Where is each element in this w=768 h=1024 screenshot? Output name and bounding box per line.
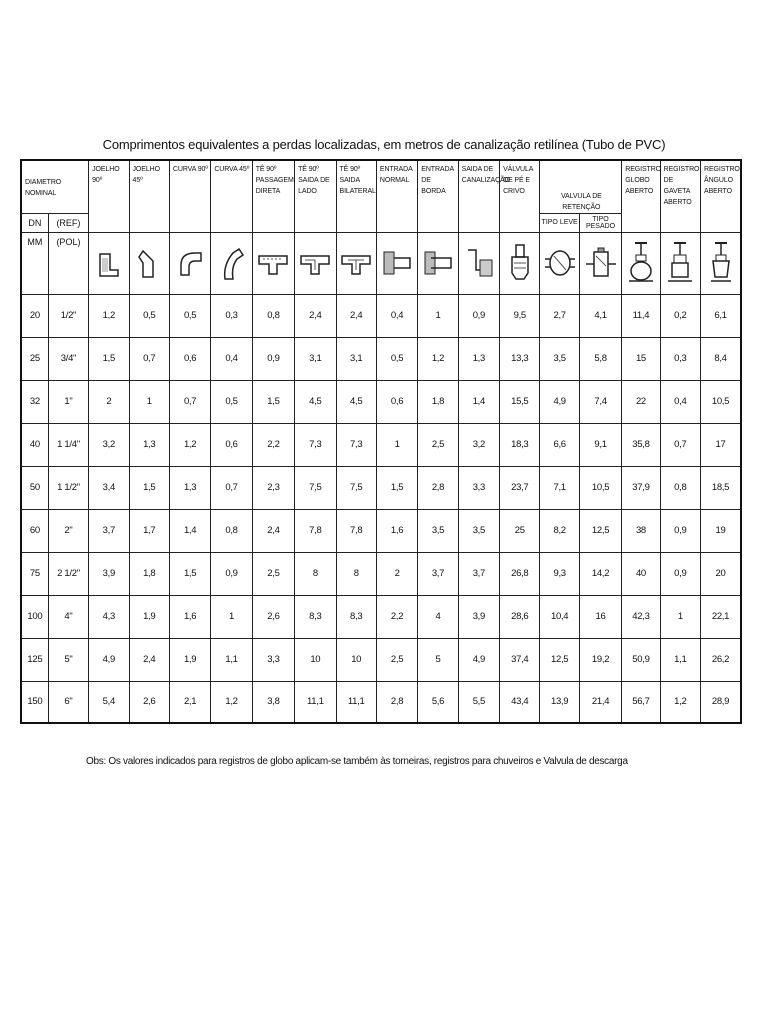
value-cell: 10 bbox=[336, 638, 376, 681]
value-cell: 0,4 bbox=[211, 337, 252, 380]
value-cell: 1,5 bbox=[252, 380, 294, 423]
value-cell: 5,5 bbox=[458, 681, 499, 723]
header-mm: MM bbox=[21, 232, 48, 294]
header-tipo-leve: TIPO LEVE bbox=[540, 213, 579, 232]
value-cell: 43,4 bbox=[500, 681, 540, 723]
value-cell: 7,8 bbox=[295, 509, 336, 552]
value-cell: 1,5 bbox=[129, 466, 169, 509]
value-cell: 1,3 bbox=[129, 423, 169, 466]
dn-cell: 32 bbox=[21, 380, 48, 423]
value-cell: 0,8 bbox=[660, 466, 700, 509]
value-cell: 15 bbox=[622, 337, 660, 380]
value-cell: 0,8 bbox=[211, 509, 252, 552]
value-cell: 0,4 bbox=[660, 380, 700, 423]
value-cell: 5 bbox=[418, 638, 458, 681]
value-cell: 1,6 bbox=[376, 509, 417, 552]
value-cell: 2,5 bbox=[376, 638, 417, 681]
value-cell: 14,2 bbox=[579, 552, 621, 595]
value-cell: 5,6 bbox=[418, 681, 458, 723]
value-cell: 1,4 bbox=[169, 509, 210, 552]
edge-entry-icon bbox=[418, 248, 457, 278]
globe-valve-icon bbox=[622, 241, 659, 285]
value-cell: 10,5 bbox=[579, 466, 621, 509]
dn-cell: 125 bbox=[21, 638, 48, 681]
value-cell: 0,7 bbox=[211, 466, 252, 509]
header-tipo-pesado: TIPO PESADO bbox=[579, 213, 621, 232]
header-col-2: JOELHO 45º bbox=[129, 160, 169, 232]
value-cell: 3,3 bbox=[458, 466, 499, 509]
value-cell: 8,3 bbox=[336, 595, 376, 638]
dn-cell: 60 bbox=[21, 509, 48, 552]
value-cell: 0,4 bbox=[376, 294, 417, 337]
value-cell: 20 bbox=[701, 552, 742, 595]
value-cell: 28,9 bbox=[701, 681, 742, 723]
value-cell: 3,7 bbox=[458, 552, 499, 595]
fitting-cell-14 bbox=[622, 232, 660, 294]
value-cell: 3,5 bbox=[540, 337, 579, 380]
value-cell: 7,5 bbox=[336, 466, 376, 509]
table-row bbox=[21, 509, 741, 552]
header-col-11: VÁLVULA DE PÉ E CRIVO bbox=[500, 160, 540, 232]
value-cell: 1 bbox=[376, 423, 417, 466]
value-cell: 21,4 bbox=[579, 681, 621, 723]
dn-cell: 150 bbox=[21, 681, 48, 723]
footnote: Obs: Os valores indicados para registros de globo aplicam-se também às torneiras, registros para chuveiros e Valvula de descarga bbox=[86, 756, 628, 767]
value-cell: 1,2 bbox=[169, 423, 210, 466]
value-cell: 6,1 bbox=[701, 294, 742, 337]
dn-cell: 75 bbox=[21, 552, 48, 595]
value-cell: 37,4 bbox=[500, 638, 540, 681]
value-cell: 2 bbox=[89, 380, 129, 423]
elbow-45-icon bbox=[130, 247, 169, 279]
ref-cell: 1 1/2" bbox=[48, 466, 88, 509]
header-col-6: TÊ 90º SAIDA DE LADO bbox=[295, 160, 336, 232]
value-cell: 2 bbox=[376, 552, 417, 595]
value-cell: 13,3 bbox=[500, 337, 540, 380]
value-cell: 2,4 bbox=[252, 509, 294, 552]
ref-cell: 4" bbox=[48, 595, 88, 638]
value-cell: 1,1 bbox=[211, 638, 252, 681]
value-cell: 7,1 bbox=[540, 466, 579, 509]
value-cell: 18,5 bbox=[701, 466, 742, 509]
dn-cell: 20 bbox=[21, 294, 48, 337]
value-cell: 8,4 bbox=[701, 337, 742, 380]
value-cell: 11,4 bbox=[622, 294, 660, 337]
value-cell: 19 bbox=[701, 509, 742, 552]
ref-cell: 5" bbox=[48, 638, 88, 681]
value-cell: 0,9 bbox=[211, 552, 252, 595]
value-cell: 0,5 bbox=[129, 294, 169, 337]
value-cell: 0,5 bbox=[211, 380, 252, 423]
value-cell: 8 bbox=[336, 552, 376, 595]
value-cell: 3,1 bbox=[336, 337, 376, 380]
value-cell: 2,1 bbox=[169, 681, 210, 723]
value-cell: 2,6 bbox=[252, 595, 294, 638]
value-cell: 2,5 bbox=[418, 423, 458, 466]
ref-cell: 6" bbox=[48, 681, 88, 723]
value-cell: 7,8 bbox=[336, 509, 376, 552]
value-cell: 8 bbox=[295, 552, 336, 595]
ref-cell: 1/2" bbox=[48, 294, 88, 337]
value-cell: 38 bbox=[622, 509, 660, 552]
curve-45-icon bbox=[211, 245, 251, 281]
header-col-15: REGISTRO DE GAVETA ABERTO bbox=[660, 160, 700, 232]
value-cell: 1,8 bbox=[418, 380, 458, 423]
value-cell: 4,3 bbox=[89, 595, 129, 638]
value-cell: 9,3 bbox=[540, 552, 579, 595]
fitting-cell-9 bbox=[418, 232, 458, 294]
value-cell: 1,8 bbox=[129, 552, 169, 595]
value-cell: 3,2 bbox=[458, 423, 499, 466]
tee-bilateral-icon bbox=[337, 250, 376, 276]
table-row bbox=[21, 380, 741, 423]
value-cell: 11,1 bbox=[295, 681, 336, 723]
value-cell: 1,2 bbox=[89, 294, 129, 337]
value-cell: 8,3 bbox=[295, 595, 336, 638]
value-cell: 35,8 bbox=[622, 423, 660, 466]
value-cell: 4,9 bbox=[540, 380, 579, 423]
value-cell: 25 bbox=[500, 509, 540, 552]
curve-90-icon bbox=[170, 247, 210, 279]
value-cell: 2,4 bbox=[336, 294, 376, 337]
fitting-cell-2 bbox=[129, 232, 169, 294]
value-cell: 1,1 bbox=[660, 638, 700, 681]
value-cell: 1,2 bbox=[660, 681, 700, 723]
value-cell: 1,7 bbox=[129, 509, 169, 552]
header-col-3: CURVA 90º bbox=[169, 160, 210, 232]
table-row bbox=[21, 552, 741, 595]
value-cell: 4 bbox=[418, 595, 458, 638]
elbow-90-icon bbox=[89, 248, 128, 278]
value-cell: 0,9 bbox=[660, 509, 700, 552]
header-col-4: CURVA 45º bbox=[211, 160, 252, 232]
tee-straight-icon bbox=[253, 250, 294, 276]
value-cell: 9,1 bbox=[579, 423, 621, 466]
value-cell: 1,5 bbox=[169, 552, 210, 595]
ref-cell: 1" bbox=[48, 380, 88, 423]
value-cell: 19,2 bbox=[579, 638, 621, 681]
value-cell: 17 bbox=[701, 423, 742, 466]
table-row bbox=[21, 638, 741, 681]
value-cell: 1 bbox=[129, 380, 169, 423]
value-cell: 2,6 bbox=[129, 681, 169, 723]
value-cell: 0,7 bbox=[129, 337, 169, 380]
value-cell: 23,7 bbox=[500, 466, 540, 509]
value-cell: 11,1 bbox=[336, 681, 376, 723]
value-cell: 3,5 bbox=[418, 509, 458, 552]
value-cell: 0,5 bbox=[376, 337, 417, 380]
value-cell: 5,4 bbox=[89, 681, 129, 723]
page-title: Comprimentos equivalentes a perdas localizadas, em metros de canalização retilínea (Tubo de PVC) bbox=[102, 137, 666, 152]
value-cell: 2,5 bbox=[252, 552, 294, 595]
value-cell: 1 bbox=[211, 595, 252, 638]
gate-valve-icon bbox=[661, 241, 700, 285]
header-col-9: ENTRADA DE BORDA bbox=[418, 160, 458, 232]
fitting-cell-6 bbox=[295, 232, 336, 294]
value-cell: 3,4 bbox=[89, 466, 129, 509]
value-cell: 22 bbox=[622, 380, 660, 423]
fitting-cell-1 bbox=[89, 232, 129, 294]
header-diametro-nominal: DIAMETRO NOMINAL bbox=[21, 160, 89, 213]
value-cell: 2,8 bbox=[376, 681, 417, 723]
value-cell: 1,9 bbox=[129, 595, 169, 638]
header-col-8: ENTRADA NORMAL bbox=[376, 160, 417, 232]
fitting-cell-15 bbox=[660, 232, 700, 294]
value-cell: 3,9 bbox=[458, 595, 499, 638]
value-cell: 26,8 bbox=[500, 552, 540, 595]
value-cell: 0,7 bbox=[169, 380, 210, 423]
table-row bbox=[21, 466, 741, 509]
header-col-16: REGISTRO ÂNGULO ABERTO bbox=[701, 160, 742, 232]
value-cell: 1,3 bbox=[458, 337, 499, 380]
value-cell: 1 bbox=[660, 595, 700, 638]
value-cell: 2,4 bbox=[129, 638, 169, 681]
value-cell: 3,9 bbox=[89, 552, 129, 595]
value-cell: 1,6 bbox=[169, 595, 210, 638]
value-cell: 1 bbox=[418, 294, 458, 337]
fitting-cell-4 bbox=[211, 232, 252, 294]
value-cell: 4,5 bbox=[336, 380, 376, 423]
value-cell: 0,5 bbox=[169, 294, 210, 337]
value-cell: 7,5 bbox=[295, 466, 336, 509]
value-cell: 12,5 bbox=[579, 509, 621, 552]
value-cell: 2,4 bbox=[295, 294, 336, 337]
value-cell: 7,3 bbox=[336, 423, 376, 466]
pipe-exit-icon bbox=[459, 246, 499, 280]
normal-entry-icon bbox=[377, 248, 417, 278]
value-cell: 3,8 bbox=[252, 681, 294, 723]
value-cell: 0,6 bbox=[169, 337, 210, 380]
header-col-5: TÊ 90º PASSAGEM DIRETA bbox=[252, 160, 294, 232]
value-cell: 1,2 bbox=[418, 337, 458, 380]
value-cell: 10,4 bbox=[540, 595, 579, 638]
value-cell: 3,5 bbox=[458, 509, 499, 552]
table-row bbox=[21, 681, 741, 723]
header-col-7: TÊ 90º SAIDA BILATERAL bbox=[336, 160, 376, 232]
value-cell: 2,2 bbox=[252, 423, 294, 466]
value-cell: 18,3 bbox=[500, 423, 540, 466]
fitting-cell-8 bbox=[376, 232, 417, 294]
value-cell: 10,5 bbox=[701, 380, 742, 423]
fitting-cell-7 bbox=[336, 232, 376, 294]
value-cell: 40 bbox=[622, 552, 660, 595]
value-cell: 6,6 bbox=[540, 423, 579, 466]
value-cell: 42,3 bbox=[622, 595, 660, 638]
fitting-cell-16 bbox=[701, 232, 742, 294]
table-row bbox=[21, 337, 741, 380]
value-cell: 3,7 bbox=[89, 509, 129, 552]
value-cell: 5,8 bbox=[579, 337, 621, 380]
check-valve-light-icon bbox=[540, 246, 578, 280]
value-cell: 0,9 bbox=[252, 337, 294, 380]
header-ref: (REF) bbox=[48, 213, 88, 232]
value-cell: 28,6 bbox=[500, 595, 540, 638]
value-cell: 2,8 bbox=[418, 466, 458, 509]
value-cell: 26,2 bbox=[701, 638, 742, 681]
value-cell: 37,9 bbox=[622, 466, 660, 509]
value-cell: 0,9 bbox=[458, 294, 499, 337]
ref-cell: 3/4" bbox=[48, 337, 88, 380]
dn-cell: 50 bbox=[21, 466, 48, 509]
value-cell: 7,4 bbox=[579, 380, 621, 423]
value-cell: 15,5 bbox=[500, 380, 540, 423]
header-pol: (POL) bbox=[48, 232, 88, 294]
value-cell: 4,9 bbox=[89, 638, 129, 681]
fitting-cell-10 bbox=[458, 232, 499, 294]
value-cell: 0,9 bbox=[660, 552, 700, 595]
value-cell: 56,7 bbox=[622, 681, 660, 723]
value-cell: 3,1 bbox=[295, 337, 336, 380]
fitting-cell-11 bbox=[500, 232, 540, 294]
fitting-cell-13 bbox=[579, 232, 621, 294]
value-cell: 1,3 bbox=[169, 466, 210, 509]
foot-valve-icon bbox=[500, 243, 539, 283]
value-cell: 12,5 bbox=[540, 638, 579, 681]
value-cell: 2,2 bbox=[376, 595, 417, 638]
ref-cell: 1 1/4" bbox=[48, 423, 88, 466]
tee-side-icon bbox=[295, 250, 335, 276]
header-dn: DN bbox=[21, 213, 48, 232]
value-cell: 1,9 bbox=[169, 638, 210, 681]
value-cell: 0,3 bbox=[660, 337, 700, 380]
value-cell: 1,5 bbox=[89, 337, 129, 380]
value-cell: 2,3 bbox=[252, 466, 294, 509]
header-col-14: REGISTRO GLOBO ABERTO bbox=[622, 160, 660, 232]
header-valvula-retencao: VALVULA DE RETENÇÃO bbox=[540, 160, 622, 213]
value-cell: 50,9 bbox=[622, 638, 660, 681]
ref-cell: 2 1/2" bbox=[48, 552, 88, 595]
fitting-cell-5 bbox=[252, 232, 294, 294]
angle-valve-icon bbox=[701, 241, 740, 285]
value-cell: 0,8 bbox=[252, 294, 294, 337]
value-cell: 3,7 bbox=[418, 552, 458, 595]
value-cell: 8,2 bbox=[540, 509, 579, 552]
ref-cell: 2" bbox=[48, 509, 88, 552]
value-cell: 3,2 bbox=[89, 423, 129, 466]
dn-cell: 100 bbox=[21, 595, 48, 638]
value-cell: 22,1 bbox=[701, 595, 742, 638]
value-cell: 4,9 bbox=[458, 638, 499, 681]
value-cell: 1,4 bbox=[458, 380, 499, 423]
value-cell: 2,7 bbox=[540, 294, 579, 337]
value-cell: 0,6 bbox=[211, 423, 252, 466]
value-cell: 0,7 bbox=[660, 423, 700, 466]
fitting-cell-12 bbox=[540, 232, 579, 294]
value-cell: 4,5 bbox=[295, 380, 336, 423]
value-cell: 1,2 bbox=[211, 681, 252, 723]
value-cell: 16 bbox=[579, 595, 621, 638]
value-cell: 3,3 bbox=[252, 638, 294, 681]
header-col-1: JOELHO 90º bbox=[89, 160, 129, 232]
value-cell: 0,3 bbox=[211, 294, 252, 337]
value-cell: 4,1 bbox=[579, 294, 621, 337]
value-cell: 0,6 bbox=[376, 380, 417, 423]
table-row bbox=[21, 294, 741, 337]
value-cell: 9,5 bbox=[500, 294, 540, 337]
table-row bbox=[21, 423, 741, 466]
value-cell: 10 bbox=[295, 638, 336, 681]
value-cell: 13,9 bbox=[540, 681, 579, 723]
value-cell: 7,3 bbox=[295, 423, 336, 466]
fitting-cell-3 bbox=[169, 232, 210, 294]
value-cell: 0,2 bbox=[660, 294, 700, 337]
table-row bbox=[21, 595, 741, 638]
dn-cell: 25 bbox=[21, 337, 48, 380]
check-valve-heavy-icon bbox=[580, 244, 621, 282]
header-col-10: SAIDA DE CANALIZAÇÃO bbox=[458, 160, 499, 232]
dn-cell: 40 bbox=[21, 423, 48, 466]
value-cell: 1,5 bbox=[376, 466, 417, 509]
equivalent-length-table bbox=[20, 159, 742, 724]
